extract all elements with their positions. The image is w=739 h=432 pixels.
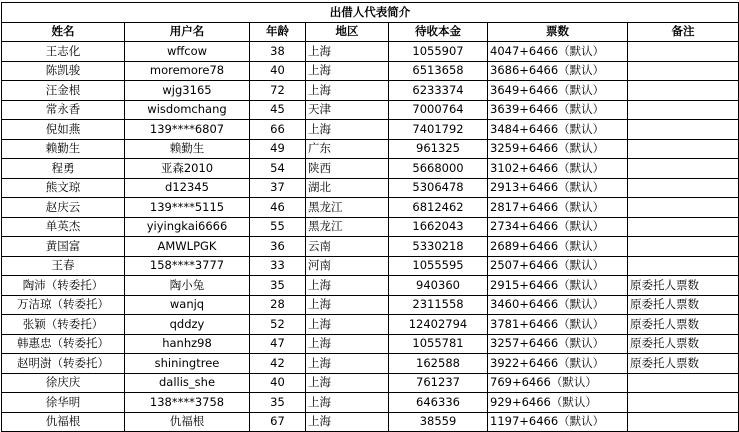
cell-principal: 6513658 <box>389 61 488 81</box>
cell-name: 赖勤生 <box>2 139 125 159</box>
cell-votes: 3102+6466（默认） <box>488 159 628 179</box>
cell-age: 36 <box>250 237 306 257</box>
cell-age: 55 <box>250 217 306 237</box>
cell-age: 54 <box>250 159 306 179</box>
cell-principal: 6233374 <box>389 81 488 101</box>
cell-username: 138****3758 <box>125 393 250 413</box>
cell-username: wjg3165 <box>125 81 250 101</box>
cell-age: 28 <box>250 295 306 315</box>
table-row <box>2 276 739 296</box>
cell-note <box>628 100 739 120</box>
header-age: 年龄 <box>250 22 306 42</box>
cell-note: 原委托人票数 <box>628 334 739 354</box>
cell-principal: 646336 <box>389 393 488 413</box>
cell-username: 赖勤生 <box>125 139 250 159</box>
cell-age: 35 <box>250 393 306 413</box>
header-principal: 待收本金 <box>389 22 488 42</box>
cell-name: 徐庆庆 <box>2 373 125 393</box>
cell-region: 上海 <box>306 412 389 432</box>
cell-username: 亚森2010 <box>125 159 250 179</box>
cell-name: 常永香 <box>2 100 125 120</box>
cell-name: 熊文琼 <box>2 178 125 198</box>
cell-name: 黄国富 <box>2 237 125 257</box>
cell-votes: 2507+6466（默认） <box>488 256 628 276</box>
cell-principal: 761237 <box>389 373 488 393</box>
cell-age: 38 <box>250 42 306 62</box>
table-title: 出借人代表简介 <box>2 3 739 23</box>
cell-username: 陶小兔 <box>125 276 250 296</box>
cell-principal: 7401792 <box>389 120 488 140</box>
cell-name: 陈凯骏 <box>2 61 125 81</box>
cell-votes: 3922+6466（默认） <box>488 354 628 374</box>
cell-principal: 1055781 <box>389 334 488 354</box>
cell-votes: 1197+6466（默认） <box>488 412 628 432</box>
cell-principal: 1055907 <box>389 42 488 62</box>
cell-region: 上海 <box>306 276 389 296</box>
cell-note <box>628 61 739 81</box>
table-row <box>2 61 739 81</box>
table-row <box>2 393 739 413</box>
cell-note <box>628 178 739 198</box>
cell-name: 陶沛（转委托） <box>2 276 125 296</box>
header-row <box>2 22 739 42</box>
cell-name: 万洁琼（转委托） <box>2 295 125 315</box>
cell-note <box>628 393 739 413</box>
cell-username: wffcow <box>125 42 250 62</box>
cell-username: wanjq <box>125 295 250 315</box>
table-body <box>2 42 739 432</box>
cell-age: 47 <box>250 334 306 354</box>
cell-username: d12345 <box>125 178 250 198</box>
cell-votes: 3639+6466（默认） <box>488 100 628 120</box>
cell-note <box>628 159 739 179</box>
cell-votes: 3484+6466（默认） <box>488 120 628 140</box>
cell-principal: 1055595 <box>389 256 488 276</box>
cell-name: 赵明澍（转委托） <box>2 354 125 374</box>
cell-note: 原委托人票数 <box>628 315 739 335</box>
cell-region: 上海 <box>306 334 389 354</box>
table-row <box>2 315 739 335</box>
cell-region: 湖北 <box>306 178 389 198</box>
cell-name: 程勇 <box>2 159 125 179</box>
cell-username: yiyingkai6666 <box>125 217 250 237</box>
cell-region: 广东 <box>306 139 389 159</box>
cell-region: 黑龙江 <box>306 217 389 237</box>
table-row <box>2 42 739 62</box>
lender-representatives-table <box>1 2 739 432</box>
table-row <box>2 237 739 257</box>
cell-region: 河南 <box>306 256 389 276</box>
cell-principal: 6812462 <box>389 198 488 218</box>
cell-principal: 7000764 <box>389 100 488 120</box>
table-row <box>2 256 739 276</box>
cell-name: 王春 <box>2 256 125 276</box>
cell-votes: 2915+6466（默认） <box>488 276 628 296</box>
cell-age: 40 <box>250 373 306 393</box>
cell-name: 赵庆云 <box>2 198 125 218</box>
cell-age: 72 <box>250 81 306 101</box>
cell-age: 33 <box>250 256 306 276</box>
cell-age: 49 <box>250 139 306 159</box>
header-name: 姓名 <box>2 22 125 42</box>
cell-name: 韩惠忠（转委托） <box>2 334 125 354</box>
table-row <box>2 100 739 120</box>
cell-username: hanhz98 <box>125 334 250 354</box>
cell-principal: 5330218 <box>389 237 488 257</box>
cell-age: 46 <box>250 198 306 218</box>
cell-region: 上海 <box>306 81 389 101</box>
cell-note <box>628 217 739 237</box>
cell-region: 陕西 <box>306 159 389 179</box>
cell-region: 上海 <box>306 315 389 335</box>
cell-username: shiningtree <box>125 354 250 374</box>
cell-name: 张颖（转委托） <box>2 315 125 335</box>
cell-username: dallis_she <box>125 373 250 393</box>
cell-region: 天津 <box>306 100 389 120</box>
cell-age: 35 <box>250 276 306 296</box>
header-votes: 票数 <box>488 22 628 42</box>
cell-username: 139****6807 <box>125 120 250 140</box>
cell-name: 王志化 <box>2 42 125 62</box>
header-region: 地区 <box>306 22 389 42</box>
cell-username: wisdomchang <box>125 100 250 120</box>
table-row <box>2 159 739 179</box>
cell-votes: 3460+6466（默认） <box>488 295 628 315</box>
cell-principal: 1662043 <box>389 217 488 237</box>
cell-age: 45 <box>250 100 306 120</box>
cell-principal: 162588 <box>389 354 488 374</box>
cell-region: 上海 <box>306 295 389 315</box>
cell-principal: 961325 <box>389 139 488 159</box>
cell-principal: 38559 <box>389 412 488 432</box>
cell-votes: 3649+6466（默认） <box>488 81 628 101</box>
cell-note <box>628 42 739 62</box>
header-notes: 备注 <box>628 22 739 42</box>
cell-note <box>628 120 739 140</box>
cell-username: 139****5115 <box>125 198 250 218</box>
cell-note: 原委托人票数 <box>628 354 739 374</box>
cell-votes: 3781+6466（默认） <box>488 315 628 335</box>
cell-votes: 3257+6466（默认） <box>488 334 628 354</box>
table-row <box>2 198 739 218</box>
cell-username: moremore78 <box>125 61 250 81</box>
cell-votes: 3686+6466（默认） <box>488 61 628 81</box>
table-row <box>2 334 739 354</box>
table-row <box>2 373 739 393</box>
cell-votes: 2817+6466（默认） <box>488 198 628 218</box>
table-row <box>2 139 739 159</box>
table-row <box>2 412 739 432</box>
cell-votes: 769+6466（默认） <box>488 373 628 393</box>
cell-region: 上海 <box>306 373 389 393</box>
cell-username: AMWLPGK <box>125 237 250 257</box>
cell-name: 仇福根 <box>2 412 125 432</box>
cell-age: 66 <box>250 120 306 140</box>
cell-votes: 4047+6466（默认） <box>488 42 628 62</box>
cell-name: 汪金根 <box>2 81 125 101</box>
cell-note <box>628 139 739 159</box>
cell-note: 原委托人票数 <box>628 295 739 315</box>
cell-note <box>628 198 739 218</box>
cell-principal: 12402794 <box>389 315 488 335</box>
cell-note <box>628 256 739 276</box>
cell-region: 上海 <box>306 120 389 140</box>
cell-principal: 2311558 <box>389 295 488 315</box>
cell-principal: 5306478 <box>389 178 488 198</box>
cell-username: 158****3777 <box>125 256 250 276</box>
cell-region: 云南 <box>306 237 389 257</box>
cell-note <box>628 81 739 101</box>
cell-username: 仇福根 <box>125 412 250 432</box>
table-row <box>2 354 739 374</box>
table-row <box>2 217 739 237</box>
cell-region: 黑龙江 <box>306 198 389 218</box>
cell-votes: 2913+6466（默认） <box>488 178 628 198</box>
cell-age: 52 <box>250 315 306 335</box>
table-row <box>2 178 739 198</box>
cell-region: 上海 <box>306 393 389 413</box>
table-row <box>2 295 739 315</box>
cell-username: qddzy <box>125 315 250 335</box>
header-username: 用户名 <box>125 22 250 42</box>
cell-age: 67 <box>250 412 306 432</box>
cell-age: 40 <box>250 61 306 81</box>
cell-note <box>628 373 739 393</box>
cell-name: 倪如燕 <box>2 120 125 140</box>
cell-principal: 940360 <box>389 276 488 296</box>
table-row <box>2 81 739 101</box>
cell-votes: 929+6466（默认） <box>488 393 628 413</box>
cell-votes: 2689+6466（默认） <box>488 237 628 257</box>
title-row <box>2 3 739 23</box>
cell-region: 上海 <box>306 42 389 62</box>
cell-principal: 5668000 <box>389 159 488 179</box>
cell-note <box>628 237 739 257</box>
cell-name: 单英杰 <box>2 217 125 237</box>
cell-note <box>628 412 739 432</box>
cell-region: 上海 <box>306 61 389 81</box>
cell-name: 徐华明 <box>2 393 125 413</box>
cell-region: 上海 <box>306 354 389 374</box>
cell-age: 42 <box>250 354 306 374</box>
cell-votes: 2734+6466（默认） <box>488 217 628 237</box>
cell-note: 原委托人票数 <box>628 276 739 296</box>
table-row <box>2 120 739 140</box>
cell-votes: 3259+6466（默认） <box>488 139 628 159</box>
cell-age: 37 <box>250 178 306 198</box>
